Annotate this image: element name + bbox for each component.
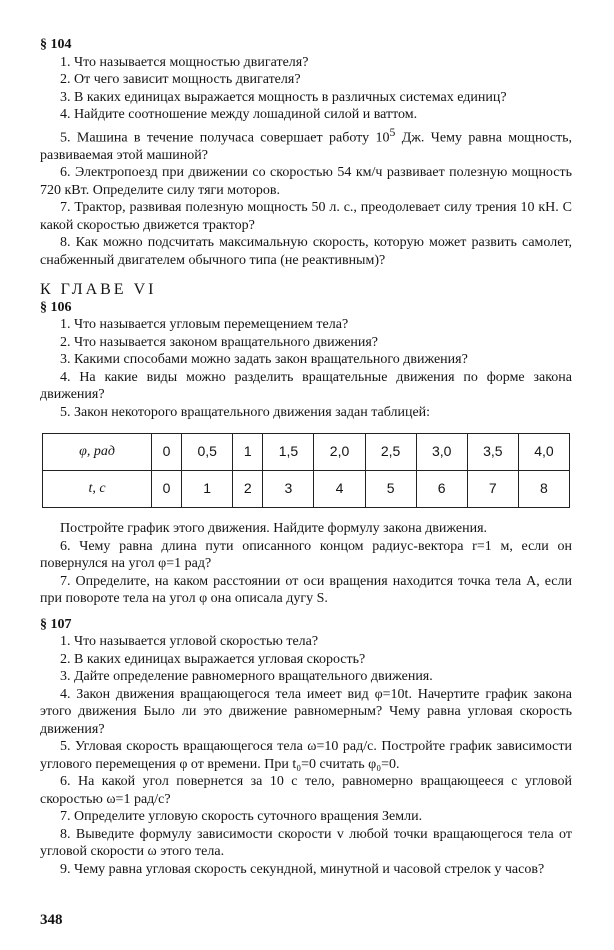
table-cell: 1: [182, 471, 233, 508]
s104-q6: 6. Электропоезд при движении со скоростью 54 км/ч развивает полезную мощность 720 кВт. Определите силу тяги моторов.: [40, 165, 572, 198]
s107-q6: 6. На какой угол повернется за 10 с тело, равномерно вращающееся с угловой скоростью ω=1 рад/с?: [40, 774, 572, 807]
s107-q5: 5. Угловая скорость вращающегося тела ω=10 рад/с. Постройте график зависимости углового перемещения φ от времени. При t₀=0 считать φ₀=0.: [40, 739, 572, 772]
s106-q4: 4. На какие виды можно разделить вращательные движения по форме закона движения?: [40, 369, 572, 403]
s104-q5-exponent: 5: [389, 125, 396, 139]
spacer: [40, 608, 572, 616]
s104-q5-part1: 5. Машина в течение получаса совершает работу 10: [60, 130, 390, 146]
s104-q3: 3. В каких единицах выражается мощность в различных системах единиц?: [60, 89, 507, 105]
s107-q4: 4. Закон движения вращающегося тела имеет вид φ=10t. Начертите график закона этого движения Было ли это движение равномерным? Чему равна угловая скорость движения?: [40, 686, 572, 737]
s106-q1: 1. Что называется угловым перемещением тела?: [60, 317, 349, 333]
s104-q5-part2: Дж. Чему равна мощность, развиваемая этой машиной?: [40, 130, 572, 163]
table-cell: 3,0: [416, 434, 467, 471]
table-cell: 3,5: [467, 434, 518, 471]
table-row-phi: [43, 434, 570, 471]
s107-q3: 3. Дайте определение равномерного вращательного движения.: [60, 669, 433, 685]
table-cell: 1,5: [263, 434, 314, 471]
section-106-title: § 106: [40, 299, 72, 315]
s106-q6: 6. Чему равна длина пути описанного концом радиус-вектора r=1 м, если он повернулся на угол φ=1 рад?: [40, 538, 572, 572]
table-cell: 4: [314, 471, 365, 508]
table-cell: 5: [365, 471, 416, 508]
table-cell: 2,0: [314, 434, 365, 471]
s104-q5: [40, 124, 572, 165]
table-cell: 6: [416, 471, 467, 508]
s106-after-table: Постройте график этого движения. Найдите формулу закона движения.: [60, 521, 488, 537]
rotation-law-table: [42, 433, 570, 508]
table-label-phi: φ, рад: [43, 434, 152, 471]
section-104-title: § 104: [40, 37, 72, 52]
page-number: 348: [40, 912, 63, 928]
s104-q1: 1. Что называется мощностью двигателя?: [60, 54, 309, 70]
table-cell: 2,5: [365, 434, 416, 471]
s107-q7: 7. Определите угловую скорость суточного вращения Земли.: [60, 809, 423, 825]
page-content: [40, 36, 572, 878]
table-cell: 8: [518, 471, 569, 508]
s104-q4: 4. Найдите соотношение между лошадиной силой и ваттом.: [60, 107, 418, 122]
table-cell: 2: [233, 471, 263, 508]
table-row-t: [43, 471, 570, 508]
table-cell: 4,0: [518, 434, 569, 471]
table-cell: 0: [152, 434, 182, 471]
s107-q9: 9. Чему равна угловая скорость секундной, минутной и часовой стрелок у часов?: [60, 861, 545, 877]
table-cell: 3: [263, 471, 314, 508]
table-cell: 7: [467, 471, 518, 508]
s107-q8: 8. Выведите формулу зависимости скорости v любой точки вращающегося тела от угловой скорости ω этого тела.: [40, 826, 572, 860]
section-107-title: § 107: [40, 616, 72, 632]
s106-q7: 7. Определите, на каком расстоянии от оси вращения находится точка тела A, если при повороте тела на угол φ она описала дугу S.: [40, 573, 572, 607]
s107-q2: 2. В каких единицах выражается угловая скорость?: [60, 651, 366, 667]
s106-q5: 5. Закон некоторого вращательного движения задан таблицей:: [60, 404, 431, 420]
s104-q8: 8. Как можно подсчитать максимальную скорость, которую может развить самолет, снабженный двигателем обычного типа (не реактивным)?: [40, 235, 572, 268]
table-label-t: t, с: [43, 471, 152, 508]
s106-q3: 3. Какими способами можно задать закон вращательного движения?: [60, 352, 468, 368]
s104-q7: 7. Трактор, развивая полезную мощность 50 л. с., преодолевает силу трения 10 кН. С какой скоростью движется трактор?: [40, 200, 572, 233]
chapter-heading: К ГЛАВЕ VI: [40, 281, 157, 299]
s107-q1: 1. Что называется угловой скоростью тела?: [60, 634, 319, 650]
table-cell: 1: [233, 434, 263, 471]
s104-q2: 2. От чего зависит мощность двигателя?: [60, 72, 301, 87]
table-cell: 0: [152, 471, 182, 508]
s106-q2: 2. Что называется законом вращательного движения?: [60, 334, 379, 350]
table-cell: 0,5: [182, 434, 233, 471]
